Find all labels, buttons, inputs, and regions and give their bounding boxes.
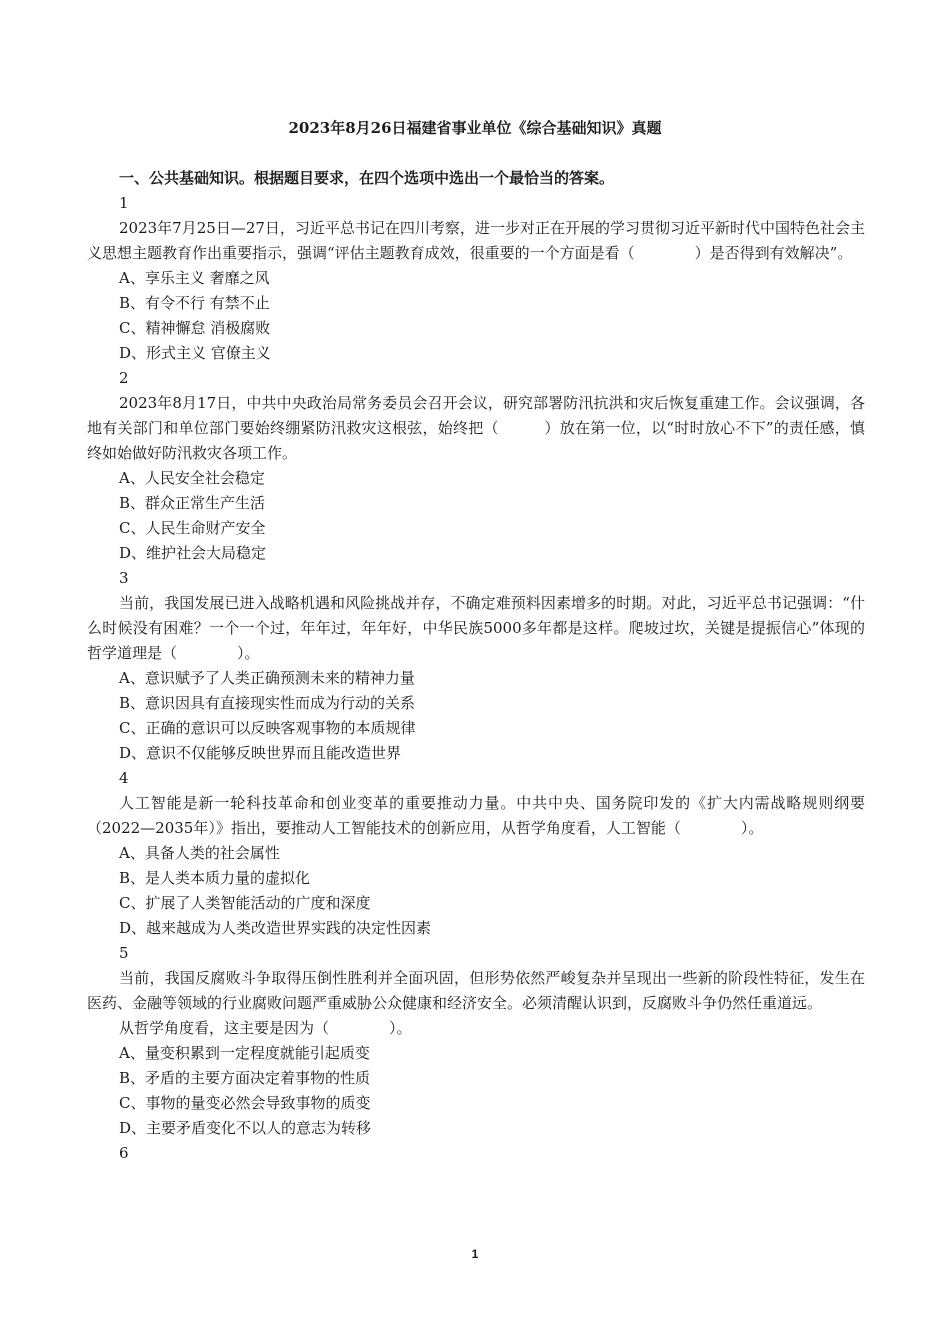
option-b: B、有令不行 有禁不止 — [119, 294, 270, 312]
option-a: A、人民安全社会稳定 — [119, 469, 265, 487]
option-b: B、群众正常生产生活 — [119, 494, 266, 512]
option-d: D、形式主义 官僚主义 — [119, 344, 271, 362]
question-stem: 当前，我国发展已进入战略机遇和风险挑战并存，不确定难预料因素增多的时期。对此，习近平总书记强调：“什么时候没有困难？一个一个过，年年过，年年好，中华民族5000多年都是这样。爬坡过坎，关键是提振信心”体现的哲学道理是（ ）。 — [87, 594, 865, 662]
option-a: A、享乐主义 奢靡之风 — [119, 269, 270, 287]
question-number: 5 — [119, 944, 129, 962]
section-heading: 一、公共基础知识。根据题目要求，在四个选项中选出一个最恰当的答案。 — [119, 169, 615, 187]
option-a: A、量变积累到一定程度就能引起质变 — [119, 1044, 370, 1062]
question-stem: 2023年7月25日—27日，习近平总书记在四川考察，进一步对正在开展的学习贯彻习近平新时代中国特色社会主义思想主题教育作出重要指示，强调“评估主题教育成效，很重要的一个方面是看（ ）是否得到有效解决”。 — [87, 219, 865, 262]
question-3 — [87, 566, 865, 766]
question-4 — [87, 766, 865, 941]
question-5 — [87, 941, 865, 1141]
question-sub-stem: 从哲学角度看，这主要是因为（ ）。 — [119, 1019, 412, 1037]
question-number: 4 — [119, 769, 129, 787]
question-stem: 人工智能是新一轮科技革命和创业变革的重要推动力量。中共中央、国务院印发的《扩大内需战略规则纲要（2022—2035年）》指出，要推动人工智能技术的创新应用，从哲学角度看，人工智能（ ）。 — [87, 794, 865, 837]
question-2 — [87, 366, 865, 566]
option-d: D、维护社会大局稳定 — [119, 544, 267, 562]
question-number: 1 — [119, 194, 129, 212]
document-title: 2023年8月26日福建省事业单位《综合基础知识》真题 — [288, 119, 662, 137]
option-d: D、越来越成为人类改造世界实践的决定性因素 — [119, 919, 432, 937]
option-d: D、主要矛盾变化不以人的意志为转移 — [119, 1119, 372, 1137]
question-6-number: 6 — [119, 1144, 129, 1162]
option-b: B、矛盾的主要方面决定着事物的性质 — [119, 1069, 371, 1087]
option-b: B、是人类本质力量的虚拟化 — [119, 869, 311, 887]
question-number: 3 — [119, 569, 129, 587]
option-b: B、意识因具有直接现实性而成为行动的关系 — [119, 694, 416, 712]
option-c: C、事物的量变必然会导致事物的质变 — [119, 1094, 371, 1112]
option-c: C、扩展了人类智能活动的广度和深度 — [119, 894, 371, 912]
page-number: 1 — [471, 1247, 479, 1261]
question-stem: 当前，我国反腐败斗争取得压倒性胜利并全面巩固，但形势依然严峻复杂并呈现出一些新的阶段性特征，发生在医药、金融等领域的行业腐败问题严重威胁公众健康和经济安全。必须清醒认识到，反腐败斗争仍然任重道远。 — [87, 969, 865, 1012]
option-c: C、正确的意识可以反映客观事物的本质规律 — [119, 719, 416, 737]
question-stem: 2023年8月17日，中共中央政治局常务委员会召开会议，研究部署防汛抗洪和灾后恢复重建工作。会议强调，各地有关部门和单位部门要始终绷紧防汛救灾这根弦，始终把（ ）放在第一位，以“时时放心不下”的责任感，慎终如始做好防汛救灾各项工作。 — [87, 394, 865, 462]
option-c: C、人民生命财产安全 — [119, 519, 266, 537]
option-d: D、意识不仅能够反映世界而且能改造世界 — [119, 744, 402, 762]
document-body — [87, 166, 865, 1166]
option-a: A、具备人类的社会属性 — [119, 844, 280, 862]
question-1 — [87, 191, 865, 366]
option-c: C、精神懈怠 消极腐败 — [119, 319, 271, 337]
question-number: 2 — [119, 369, 129, 387]
option-a: A、意识赋予了人类正确预测未来的精神力量 — [119, 669, 415, 687]
